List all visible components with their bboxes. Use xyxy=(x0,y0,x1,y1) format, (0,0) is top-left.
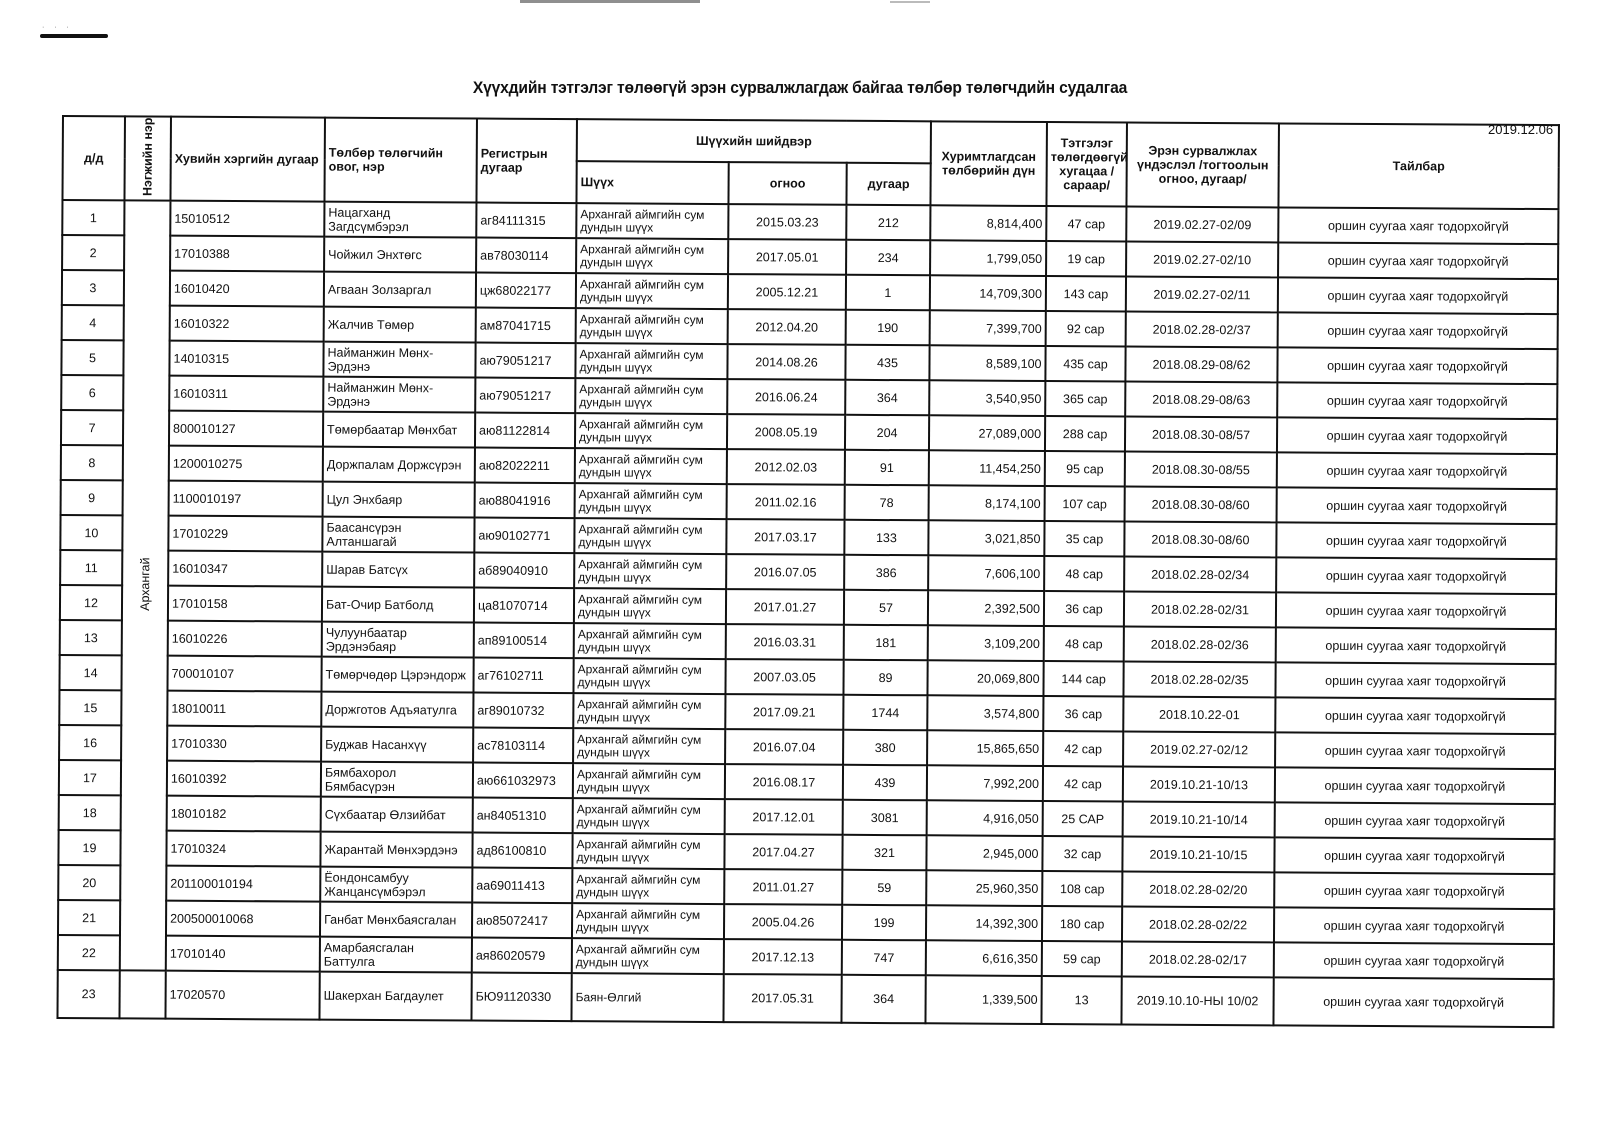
search-basis: 2019.10.21-10/15 xyxy=(1122,836,1274,872)
decision-date: 2017.03.17 xyxy=(726,519,844,555)
decision-date: 2016.03.31 xyxy=(726,624,844,660)
decision-date: 2012.04.20 xyxy=(728,309,846,345)
search-basis: 2018.02.28-02/37 xyxy=(1126,312,1278,348)
row-index: 11 xyxy=(60,550,122,585)
accumulated-amount: 3,109,200 xyxy=(928,625,1044,661)
payer-name: Цул Энхбаяр xyxy=(323,482,475,518)
header-index: д/д xyxy=(62,116,125,200)
register-number: аю88041916 xyxy=(475,483,575,519)
case-number: 200500010068 xyxy=(166,901,320,937)
unpaid-period: 35 сар xyxy=(1044,521,1124,556)
remarks: оршин суугаа хаяг тодорхойгүй xyxy=(1276,522,1556,559)
court-name: Архангай аймгийн сум дундын шүүх xyxy=(576,238,728,274)
search-basis: 2018.02.28-02/35 xyxy=(1123,661,1275,697)
report-sheet xyxy=(56,115,1557,1028)
remarks: оршин суугаа хаяг тодорхойгүй xyxy=(1276,557,1556,594)
register-number: ца81070714 xyxy=(474,588,574,624)
row-index: 16 xyxy=(59,725,121,760)
unpaid-period: 143 сар xyxy=(1046,276,1126,311)
search-basis: 2018.08.30-08/60 xyxy=(1124,521,1276,557)
unpaid-period: 95 сар xyxy=(1045,451,1125,486)
decision-number: 212 xyxy=(846,205,930,241)
search-basis: 2018.10.22-01 xyxy=(1123,696,1275,732)
register-number: цж68022177 xyxy=(476,273,576,309)
case-number: 1200010275 xyxy=(169,446,323,482)
case-number: 18010182 xyxy=(167,796,321,832)
accumulated-amount: 3,540,950 xyxy=(929,380,1045,416)
case-number: 16010420 xyxy=(170,271,324,307)
register-number: ан84051310 xyxy=(473,798,573,834)
decision-date: 2017.09.21 xyxy=(725,694,843,730)
remarks: оршин суугаа хаяг тодорхойгүй xyxy=(1274,907,1554,944)
search-basis: 2018.08.29-08/62 xyxy=(1125,347,1277,383)
row-index: 4 xyxy=(62,305,124,340)
payer-name: Найманжин Мөнх-Эрдэнэ xyxy=(323,342,475,378)
unpaid-period: 42 сар xyxy=(1043,766,1123,801)
court-name: Архангай аймгийн сум дундын шүүх xyxy=(575,483,727,519)
unpaid-period: 435 сар xyxy=(1045,346,1125,381)
remarks: оршин суугаа хаяг тодорхойгүй xyxy=(1275,802,1555,839)
decision-number: 234 xyxy=(846,240,930,276)
accumulated-amount: 1,799,050 xyxy=(930,240,1046,276)
decision-number: 91 xyxy=(845,450,929,486)
payer-name: Сүхбаатар Өлзийбат xyxy=(321,797,473,833)
header-amount: Хуримтлагдсан төлбөрийн дүн xyxy=(930,121,1047,206)
remarks: оршин суугаа хаяг тодорхойгүй xyxy=(1275,767,1555,804)
accumulated-amount: 7,992,200 xyxy=(927,765,1043,801)
case-number: 800010127 xyxy=(169,411,323,447)
court-name: Архангай аймгийн сум дундын шүүх xyxy=(572,938,724,974)
remarks: оршин суугаа хаяг тодорхойгүй xyxy=(1274,872,1554,909)
payer-name: Жалчив Төмөр xyxy=(324,307,476,343)
remarks: оршин суугаа хаяг тодорхойгүй xyxy=(1278,277,1558,314)
row-index: 1 xyxy=(62,200,124,235)
case-number: 17010158 xyxy=(168,586,322,622)
payer-name: Ганбат Мөнхбаясгалан xyxy=(320,902,472,938)
unpaid-period: 144 сар xyxy=(1043,661,1123,696)
decision-number: 439 xyxy=(843,765,927,801)
decision-number: 78 xyxy=(845,485,929,521)
accumulated-amount: 25,960,350 xyxy=(926,870,1042,906)
unit-cell xyxy=(119,970,165,1018)
row-index: 10 xyxy=(60,515,122,550)
header-court-decision: Шүүхийн шийдвэр xyxy=(577,119,931,163)
decision-date: 2011.01.27 xyxy=(724,869,842,905)
search-basis: 2019.02.27-02/10 xyxy=(1126,242,1278,278)
search-basis: 2018.02.28-02/20 xyxy=(1122,871,1274,907)
decision-date: 2007.03.05 xyxy=(725,659,843,695)
accumulated-amount: 3,021,850 xyxy=(928,520,1044,556)
header-search-basis: Эрэн сурвалжлах үндэслэл /тогтоолын огноо, дугаар/ xyxy=(1126,123,1279,208)
remarks: оршин суугаа хаяг тодорхойгүй xyxy=(1278,207,1558,244)
row-index: 3 xyxy=(62,270,124,305)
search-basis: 2019.10.10-НЫ 10/02 xyxy=(1121,976,1273,1025)
register-number: аю90102771 xyxy=(474,518,574,554)
payer-name: Доржготов Адъяатулга xyxy=(321,692,473,728)
case-number: 14010315 xyxy=(169,341,323,377)
stamp-mark xyxy=(40,34,108,38)
header-remarks: Тайлбар xyxy=(1278,123,1559,209)
accumulated-amount: 2,392,500 xyxy=(928,590,1044,626)
decision-number: 190 xyxy=(846,310,930,346)
register-number: ап89100514 xyxy=(474,623,574,659)
decision-date: 2017.01.27 xyxy=(726,589,844,625)
payer-name: Доржпалам Доржсүрэн xyxy=(323,447,475,483)
decision-number: 364 xyxy=(841,975,925,1024)
payer-name: Шакерхан Багдаулет xyxy=(319,972,471,1021)
search-basis: 2018.02.28-02/36 xyxy=(1124,626,1276,662)
court-name: Архангай аймгийн сум дундын шүүх xyxy=(574,518,726,554)
case-number: 16010226 xyxy=(168,621,322,657)
payer-name: Нацагханд Загдсүмбэрэл xyxy=(324,202,476,238)
register-number: аю82022211 xyxy=(475,448,575,484)
decision-date: 2012.02.03 xyxy=(727,449,845,485)
accumulated-amount: 2,945,000 xyxy=(926,835,1042,871)
register-number: аг84111315 xyxy=(476,203,576,239)
header-unit: Нэгжийн нэр xyxy=(124,116,171,200)
unpaid-period: 19 сар xyxy=(1046,241,1126,276)
accumulated-amount: 8,814,400 xyxy=(930,205,1046,241)
court-name: Архангай аймгийн сум дундын шүүх xyxy=(574,553,726,589)
payer-name: Буджав Насанхүү xyxy=(321,727,473,763)
case-number: 16010347 xyxy=(168,551,322,587)
payer-name: Ёондонсамбуу Жанцансүмбэрэл xyxy=(320,867,472,903)
court-name: Архангай аймгийн сум дундын шүүх xyxy=(575,413,727,449)
register-number: аа69011413 xyxy=(472,868,572,904)
accumulated-amount: 8,174,100 xyxy=(929,485,1045,521)
remarks: оршин суугаа хаяг тодорхойгүй xyxy=(1276,592,1556,629)
decision-date: 2017.05.31 xyxy=(723,974,841,1023)
decision-number: 57 xyxy=(844,590,928,626)
court-name: Архангай аймгийн сум дундын шүүх xyxy=(572,868,724,904)
unpaid-period: 59 сар xyxy=(1042,941,1122,976)
row-index: 13 xyxy=(60,620,122,655)
row-index: 23 xyxy=(57,970,119,1018)
row-index: 14 xyxy=(59,655,121,690)
search-basis: 2018.08.30-08/57 xyxy=(1125,417,1277,453)
register-number: аг89010732 xyxy=(473,693,573,729)
case-number: 17010324 xyxy=(166,831,320,867)
header-decision-no: дугаар xyxy=(846,163,930,206)
decision-number: 181 xyxy=(844,625,928,661)
decision-date: 2017.05.01 xyxy=(728,239,846,275)
unpaid-period: 92 сар xyxy=(1046,311,1126,346)
remarks: оршин суугаа хаяг тодорхойгүй xyxy=(1277,452,1557,489)
court-name: Архангай аймгийн сум дундын шүүх xyxy=(573,693,725,729)
header-register-no: Регистрын дугаар xyxy=(476,119,577,204)
scan-artifact xyxy=(890,1,930,3)
row-index: 5 xyxy=(61,340,123,375)
payer-name: Найманжин Мөнх-Эрдэнэ xyxy=(323,377,475,413)
unpaid-period: 36 сар xyxy=(1043,696,1123,731)
register-number: аю661032973 xyxy=(473,763,573,799)
court-name: Архангай аймгийн сум дундын шүүх xyxy=(576,308,728,344)
document-title: Хүүхдийн тэтгэлэг төлөөгүй эрэн сурвалжлагдаж байгаа төлбөр төлөгчдийн судалгаа xyxy=(472,78,1128,97)
remarks: оршин суугаа хаяг тодорхойгүй xyxy=(1277,382,1557,419)
register-number: ав78030114 xyxy=(476,238,576,274)
register-number: ам87041715 xyxy=(476,308,576,344)
scan-artifact: · · · xyxy=(42,24,73,31)
decision-date: 2005.04.26 xyxy=(724,904,842,940)
search-basis: 2019.02.27-02/12 xyxy=(1123,731,1275,767)
search-basis: 2018.08.29-08/63 xyxy=(1125,382,1277,418)
search-basis: 2019.02.27-02/11 xyxy=(1126,277,1278,313)
remarks: оршин суугаа хаяг тодорхойгүй xyxy=(1275,697,1555,734)
decision-date: 2015.03.23 xyxy=(728,204,846,240)
payer-name: Чойжил Энхтөгс xyxy=(324,237,476,273)
decision-number: 89 xyxy=(843,660,927,696)
document-date: 2019.12.06 xyxy=(1488,122,1554,137)
header-case-no: Хувийн хэргийн дугаар xyxy=(170,117,325,202)
payer-name: Бямбахорол Бямбасүрэн xyxy=(321,762,473,798)
court-name: Архангай аймгийн сум дундын шүүх xyxy=(575,378,727,414)
unpaid-period: 288 сар xyxy=(1045,416,1125,451)
accumulated-amount: 8,589,100 xyxy=(929,345,1045,381)
accumulated-amount: 27,089,000 xyxy=(929,415,1045,451)
register-number: БЮ91120330 xyxy=(471,973,571,1022)
decision-date: 2011.02.16 xyxy=(727,484,845,520)
payer-name: Жарантай Мөнхэрдэнэ xyxy=(320,832,472,868)
case-number: 16010392 xyxy=(167,761,321,797)
row-index: 19 xyxy=(58,830,120,865)
accumulated-amount: 20,069,800 xyxy=(927,660,1043,696)
unpaid-period: 48 сар xyxy=(1044,626,1124,661)
header-court: Шүүх xyxy=(576,161,728,204)
decision-date: 2017.12.13 xyxy=(724,939,842,975)
row-index: 12 xyxy=(60,585,122,620)
header-payer-name: Төлбөр төлөгчийн овог, нэр xyxy=(324,118,477,203)
search-basis: 2018.02.28-02/17 xyxy=(1122,941,1274,977)
remarks: оршин суугаа хаяг тодорхойгүй xyxy=(1274,942,1554,979)
court-name: Архангай аймгийн сум дундын шүүх xyxy=(573,728,725,764)
row-index: 7 xyxy=(61,410,123,445)
decision-number: 133 xyxy=(844,520,928,556)
register-number: ая86020579 xyxy=(472,938,572,974)
region-label: Архангай xyxy=(137,557,153,611)
case-number: 17010229 xyxy=(168,516,322,552)
case-number: 16010322 xyxy=(170,306,324,342)
court-name: Архангай аймгийн сум дундын шүүх xyxy=(575,343,727,379)
payer-name: Бат-Очир Батболд xyxy=(322,587,474,623)
search-basis: 2018.08.30-08/55 xyxy=(1125,451,1277,487)
register-number: аю79051217 xyxy=(475,343,575,379)
accumulated-amount: 6,616,350 xyxy=(926,940,1042,976)
register-number: аю85072417 xyxy=(472,903,572,939)
case-number: 17010388 xyxy=(170,236,324,272)
decision-number: 435 xyxy=(845,345,929,381)
decision-date: 2008.05.19 xyxy=(727,414,845,450)
unpaid-period: 365 сар xyxy=(1045,381,1125,416)
decision-date: 2017.12.01 xyxy=(725,799,843,835)
decision-number: 364 xyxy=(845,380,929,416)
accumulated-amount: 4,916,050 xyxy=(927,800,1043,836)
search-basis: 2018.02.28-02/22 xyxy=(1122,906,1274,942)
remarks: оршин суугаа хаяг тодорхойгүй xyxy=(1275,662,1555,699)
remarks: оршин суугаа хаяг тодорхойгүй xyxy=(1278,242,1558,279)
header-unpaid-period: Тэтгэлэг төлөгдөөгүй хугацаа /сараар/ xyxy=(1046,122,1127,206)
case-number: 1100010197 xyxy=(169,481,323,517)
remarks: оршин суугаа хаяг тодорхойгүй xyxy=(1276,627,1556,664)
remarks: оршин суугаа хаяг тодорхойгүй xyxy=(1277,347,1557,384)
accumulated-amount: 3,574,800 xyxy=(927,695,1043,731)
header-decision-date: огноо xyxy=(728,162,846,205)
court-name: Архангай аймгийн сум дундын шүүх xyxy=(574,588,726,624)
decision-number: 59 xyxy=(842,870,926,906)
decision-number: 199 xyxy=(842,905,926,941)
payer-name: Баасансүрэн Алтаншагай xyxy=(322,517,474,553)
court-name: Архангай аймгийн сум дундын шүүх xyxy=(573,658,725,694)
decision-number: 747 xyxy=(842,940,926,976)
accumulated-amount: 15,865,650 xyxy=(927,730,1043,766)
case-number: 17010140 xyxy=(166,936,320,972)
unpaid-period: 107 сар xyxy=(1045,486,1125,521)
unpaid-period: 25 САР xyxy=(1043,801,1123,836)
decision-number: 3081 xyxy=(843,800,927,836)
decision-number: 204 xyxy=(845,415,929,451)
row-index: 18 xyxy=(59,795,121,830)
row-index: 22 xyxy=(58,935,120,970)
court-name: Архангай аймгийн сум дундын шүүх xyxy=(576,203,728,239)
remarks: оршин суугаа хаяг тодорхойгүй xyxy=(1277,417,1557,454)
payer-name: Шарав Батсүх xyxy=(322,552,474,588)
court-name: Архангай аймгийн сум дундын шүүх xyxy=(572,833,724,869)
table-row xyxy=(57,970,1553,1027)
decision-date: 2016.06.24 xyxy=(727,379,845,415)
register-number: аю81122814 xyxy=(475,413,575,449)
payers-table xyxy=(56,115,1560,1028)
case-number: 700010107 xyxy=(167,656,321,692)
search-basis: 2019.10.21-10/14 xyxy=(1123,801,1275,837)
unpaid-period: 13 xyxy=(1041,976,1121,1024)
payer-name: Амарбаясгалан Баттулга xyxy=(320,937,472,973)
scan-artifact xyxy=(520,0,700,3)
court-name: Архангай аймгийн сум дундын шүүх xyxy=(573,798,725,834)
case-number: 16010311 xyxy=(169,376,323,412)
region-cell xyxy=(120,200,171,970)
decision-number: 321 xyxy=(842,835,926,871)
court-name: Архангай аймгийн сум дундын шүүх xyxy=(576,273,728,309)
remarks: оршин суугаа хаяг тодорхойгүй xyxy=(1278,312,1558,349)
court-name: Архангай аймгийн сум дундын шүүх xyxy=(574,623,726,659)
row-index: 21 xyxy=(58,900,120,935)
register-number: аю79051217 xyxy=(475,378,575,414)
decision-number: 1 xyxy=(846,275,930,311)
case-number: 17010330 xyxy=(167,726,321,762)
row-index: 6 xyxy=(61,375,123,410)
unpaid-period: 108 сар xyxy=(1042,871,1122,906)
court-name: Архангай аймгийн сум дундын шүүх xyxy=(572,903,724,939)
search-basis: 2018.02.28-02/34 xyxy=(1124,556,1276,592)
accumulated-amount: 14,709,300 xyxy=(930,275,1046,311)
payer-name: Чулуунбаатар Эрдэнэбаяр xyxy=(322,622,474,658)
remarks: оршин суугаа хаяг тодорхойгүй xyxy=(1275,732,1555,769)
court-name: Архангай аймгийн сум дундын шүүх xyxy=(573,763,725,799)
unpaid-period: 48 сар xyxy=(1044,556,1124,591)
row-index: 15 xyxy=(59,690,121,725)
remarks: оршин суугаа хаяг тодорхойгүй xyxy=(1277,487,1557,524)
decision-date: 2016.07.05 xyxy=(726,554,844,590)
unpaid-period: 42 сар xyxy=(1043,731,1123,766)
register-number: ад86100810 xyxy=(472,833,572,869)
case-number: 201100010194 xyxy=(166,866,320,902)
court-name: Архангай аймгийн сум дундын шүүх xyxy=(575,448,727,484)
row-index: 20 xyxy=(58,865,120,900)
unpaid-period: 32 сар xyxy=(1042,836,1122,871)
register-number: ас78103114 xyxy=(473,728,573,764)
decision-number: 1744 xyxy=(843,695,927,731)
payer-name: Агваан Золзаргал xyxy=(324,272,476,308)
remarks: оршин суугаа хаяг тодорхойгүй xyxy=(1274,837,1554,874)
decision-date: 2016.07.04 xyxy=(725,729,843,765)
decision-number: 386 xyxy=(844,555,928,591)
payer-name: Төмөрбаатар Мөнхбат xyxy=(323,412,475,448)
register-number: аб89040910 xyxy=(474,553,574,589)
search-basis: 2018.02.28-02/31 xyxy=(1124,591,1276,627)
decision-date: 2016.08.17 xyxy=(725,764,843,800)
unpaid-period: 180 сар xyxy=(1042,906,1122,941)
row-index: 8 xyxy=(61,445,123,480)
search-basis: 2019.10.21-10/13 xyxy=(1123,766,1275,802)
table-body xyxy=(57,200,1558,1027)
row-index: 2 xyxy=(62,235,124,270)
accumulated-amount: 1,339,500 xyxy=(925,975,1041,1024)
search-basis: 2019.02.27-02/09 xyxy=(1126,207,1278,243)
unpaid-period: 36 сар xyxy=(1044,591,1124,626)
decision-date: 2017.04.27 xyxy=(724,834,842,870)
case-number: 18010011 xyxy=(167,691,321,727)
accumulated-amount: 11,454,250 xyxy=(929,450,1045,486)
remarks: оршин суугаа хаяг тодорхойгүй xyxy=(1273,977,1553,1027)
row-index: 9 xyxy=(61,480,123,515)
unpaid-period: 47 сар xyxy=(1046,206,1126,241)
decision-date: 2005.12.21 xyxy=(728,274,846,310)
case-number: 17020570 xyxy=(165,971,319,1020)
row-index: 17 xyxy=(59,760,121,795)
court-name: Баян-Өлгий xyxy=(571,973,723,1022)
payer-name: Төмөрчөдөр Цэрэндорж xyxy=(321,657,473,693)
accumulated-amount: 14,392,300 xyxy=(926,905,1042,941)
accumulated-amount: 7,399,700 xyxy=(930,310,1046,346)
case-number: 15010512 xyxy=(170,201,324,237)
decision-date: 2014.08.26 xyxy=(727,344,845,380)
accumulated-amount: 7,606,100 xyxy=(928,555,1044,591)
register-number: аг76102711 xyxy=(473,658,573,694)
decision-number: 380 xyxy=(843,730,927,766)
search-basis: 2018.08.30-08/60 xyxy=(1125,486,1277,522)
